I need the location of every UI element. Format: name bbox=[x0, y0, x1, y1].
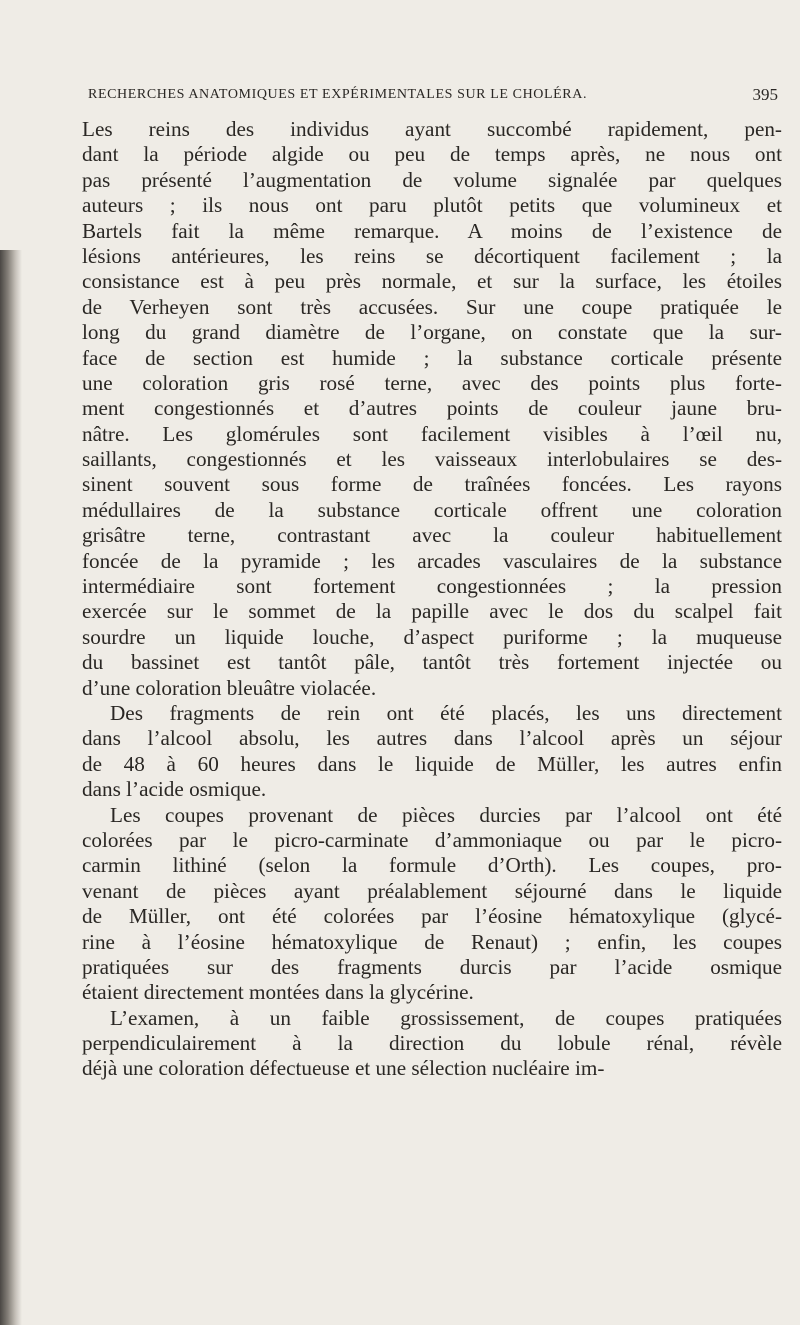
text-line: carmin lithiné (selon la formule d’Orth). Les coupes, pro- bbox=[82, 853, 782, 878]
text-line: sourdre un liquide louche, d’aspect puriforme ; la muqueuse bbox=[82, 624, 782, 649]
text-line: lésions antérieures, les reins se décortiquent facilement ; la bbox=[82, 243, 782, 268]
running-head: RECHERCHES ANATOMIQUES ET EXPÉRIMENTALES SUR LE CHOLÉRA. bbox=[88, 87, 588, 102]
text-line: exercée sur le sommet de la papille avec le dos du scalpel fait bbox=[82, 599, 782, 624]
text-line: dans l’acide osmique. bbox=[82, 777, 267, 802]
text-line: médullaires de la substance corticale offrent une coloration bbox=[82, 497, 782, 522]
text-line: du bassinet est tantôt pâle, tantôt très fortement injectée ou bbox=[82, 650, 782, 675]
text-line: long du grand diamètre de l’organe, on constate que la sur- bbox=[82, 320, 782, 345]
text-line: étaient directement montées dans la glycérine. bbox=[82, 980, 474, 1005]
binding-shadow bbox=[0, 250, 22, 1325]
text-line: dant la période algide ou peu de temps après, ne nous ont bbox=[82, 142, 782, 167]
text-line: foncée de la pyramide ; les arcades vasculaires de la substance bbox=[82, 548, 782, 573]
text-line: Les reins des individus ayant succombé rapidement, pen- bbox=[82, 117, 782, 141]
text-line: pratiquées sur des fragments durcis par l’acide osmique bbox=[82, 954, 782, 979]
paragraph bbox=[82, 117, 782, 701]
text-line: de Müller, ont été colorées par l’éosine hématoxylique (glycé- bbox=[82, 904, 782, 929]
paragraph bbox=[82, 1006, 782, 1082]
text-line: déjà une coloration défectueuse et une sélection nucléaire im- bbox=[82, 1056, 605, 1081]
text-line: pas présenté l’augmentation de volume signalée par quelques bbox=[82, 167, 782, 192]
text-line: une coloration gris rosé terne, avec des points plus forte- bbox=[82, 370, 782, 395]
text-line: Des fragments de rein ont été placés, les uns directement bbox=[110, 700, 782, 725]
text-line: rine à l’éosine hématoxylique de Renaut) ; enfin, les coupes bbox=[82, 929, 782, 954]
text-line: d’une coloration bleuâtre violacée. bbox=[82, 675, 377, 700]
paragraph bbox=[82, 701, 782, 803]
text-line: perpendiculairement à la direction du lobule rénal, révèle bbox=[82, 1031, 782, 1056]
text-line: venant de pièces ayant préalablement séjourné dans le liquide bbox=[82, 878, 782, 903]
text-line: sinent souvent sous forme de traînées foncées. Les rayons bbox=[82, 472, 782, 497]
page-header bbox=[88, 87, 778, 109]
text-line: grisâtre terne, contrastant avec la couleur habituellement bbox=[82, 523, 782, 548]
text-line: auteurs ; ils nous ont paru plutôt petits que volumineux et bbox=[82, 193, 782, 218]
text-line: consistance est à peu près normale, et sur la surface, les étoiles bbox=[82, 269, 782, 294]
text-line: ment congestionnés et d’autres points de couleur jaune bru- bbox=[82, 396, 782, 421]
text-line: de Verheyen sont très accusées. Sur une coupe pratiquée le bbox=[82, 294, 782, 319]
body-text bbox=[82, 117, 782, 1082]
text-line: saillants, congestionnés et les vaisseaux interlobulaires se des- bbox=[82, 447, 782, 472]
text-line: Bartels fait la même remarque. A moins de l’existence de bbox=[82, 218, 782, 243]
page-number: 395 bbox=[752, 85, 778, 104]
text-line: L’examen, à un faible grossissement, de coupes pratiquées bbox=[110, 1005, 782, 1030]
text-line: face de section est humide ; la substance corticale présente bbox=[82, 345, 782, 370]
text-line: dans l’alcool absolu, les autres dans l’alcool après un séjour bbox=[82, 726, 782, 751]
text-line: de 48 à 60 heures dans le liquide de Müller, les autres enfin bbox=[82, 751, 782, 776]
text-line: intermédiaire sont fortement congestionnées ; la pression bbox=[82, 574, 782, 599]
paragraph bbox=[82, 803, 782, 1006]
text-line: colorées par le picro-carminate d’ammoniaque ou par le picro- bbox=[82, 827, 782, 852]
text-line: Les coupes provenant de pièces durcies par l’alcool ont été bbox=[110, 802, 782, 827]
text-line: nâtre. Les glomérules sont facilement visibles à l’œil nu, bbox=[82, 421, 782, 446]
